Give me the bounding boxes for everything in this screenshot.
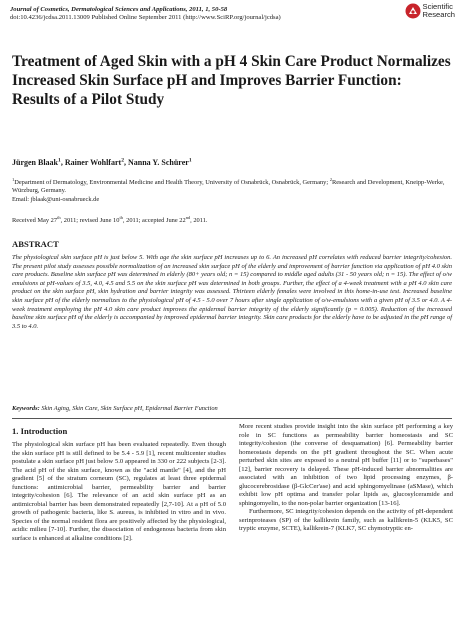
abstract-heading: ABSTRACT <box>12 239 59 249</box>
affiliation-text: Research and Development, Kneipp-Werke, Würzburg, Germany. <box>12 179 445 195</box>
right-column <box>239 423 453 534</box>
body-paragraph: More recent studies provide insight into the skin surface pH performing a key role in SC functions as permeability barrier homeostasis and SC integrity/cohesion (the converse of desquamation) [6]. Permeability barrier homeostasis depends on the pH gradient throughout the SC. When acute perturbed skin sites are exposed to a neutral pH buffer [11] or to "superbases" [12], barrier recovery is delayed. These pH-induced barrier abnormalities are associated with an inhibition of two lipid processing enzymes, β-glucocerebrosidase (β-GlcCer'ase) and acid sphingomyelinase (aSMase), which exhibit low pH optima and transfer polar lipids as, glucosylceramide and sphingomyelin, to the non-polar barrier organization [13-16]. <box>239 423 453 507</box>
paper-title: Treatment of Aged Skin with a pH 4 Skin Care Product Normalizes Increased Skin Surface pH and Improves Barrier Function: Results of a Pilot Study <box>12 53 451 108</box>
journal-name: Journal of Cosmetics, Dermatological Sciences and Applications <box>10 6 186 13</box>
logo-line-1: Scientific <box>422 2 453 11</box>
introduction-heading: 1. Introduction <box>12 426 68 436</box>
publisher-logo-text <box>423 3 456 19</box>
logo-line-2: Research <box>422 10 455 19</box>
journal-volume: , 2011, 1, 50-58 <box>185 6 228 13</box>
author-affil-marker: 1 <box>58 157 61 164</box>
journal-header <box>10 6 340 22</box>
author-affil-marker: 2 <box>121 157 124 164</box>
affil-marker: 1 <box>12 176 15 182</box>
revised-date: , 2011; revised June 10 <box>60 217 120 224</box>
left-column <box>12 441 226 543</box>
publisher-logo <box>405 3 456 19</box>
keywords <box>12 405 452 412</box>
body-paragraph: The physiological skin surface pH has been evaluated repeatedly. Even though the skin surface pH is still defined to be 5.4 - 5.9 [1], recent multicenter studies postulate a skin surface pH just below 5.0 appeared in 330 or 222 subjects [2-3]. The acid pH of the skin surface, known as the "acid mantle" [4], and the pH gradient [5] of the stratum corneum (SC), regulates at least three epidermal functions: antimicrobial barrier, permeability barrier and barrier integrity/cohesion [6]. The relevance of an acid skin surface pH as an antimicrobial barrier has been demonstrated repeatedly [2,7-10]. At a pH of 5.0 growth of pathogenic bacteria, like S. aureus, is inhibited in vitro and in vivo. Species of the normal resident flora are positively affected by the physiological, acidic milieu [7-10]. Further, the dissociation of endogenous bacteria from skin surface is enhanced at alkaline conditions [2]. <box>12 441 226 542</box>
abstract-text: The physiological skin surface pH is just below 5. With age the skin surface pH increases up to 6. An increased pH correlates with reduced barrier integrity/cohesion. The present pilot study assesses possible normalization of an increased skin surface pH of the elderly and improvement of barrier function via application of pH 4.0 skin care products. Baseline skin surface pH was determined in elderly (80+ years old; n = 15) compared to middle aged adults (31 - 50 years old; n = 15). The effect of o/w emulsions at pH-values of 3.5, 4.0, 4.5 and 5.5 on the skin surface pH was determined in both groups. Further, the effect of a 4-week treatment with a pH 4.0 skin care product on the skin surface pH, skin hydration and barrier integrity was assessed. Thirteen elderly females were involved in this home-in-use test. Increased baseline skin surface pH of the elderly normalizes to the physiological pH of 4.5 - 5.0 over 7 hours after single application of o/w-emulsions with a given pH of 3.5 or 4.0. A 4-week treatment employing the pH 4.0 skin care product improves the epidermal barrier integrity of the elderly significantly (p = 0.005). Reduction of the increased baseline skin surface pH of the elderly is accompanied by improved epidermal barrier integrity. Skin care products for the elderly have to be adjusted in the pH range of 3.5 to 4.0. <box>12 254 452 330</box>
author-name: Jürgen Blaak <box>12 158 59 167</box>
keywords-values: Skin Aging, Skin Care, Skin Surface pH, Epidermal Barrier Function <box>41 405 218 412</box>
date-suffix: th <box>119 214 123 220</box>
date-tail: , 2011. <box>190 217 208 224</box>
received-date: Received May 27 <box>12 217 58 224</box>
corresponding-email[interactable]: Email: jblaak@uni-osnabrueck.de <box>12 196 100 203</box>
doi-line[interactable]: doi:10.4236/jcdsa.2011.13009 Published Online September 2011 (http://www.SciRP.org/journal/jcdsa) <box>10 14 281 21</box>
affiliations <box>12 176 452 196</box>
date-suffix: th <box>57 214 61 220</box>
author-affil-marker: 1 <box>188 157 192 164</box>
date-suffix: nd <box>185 214 191 220</box>
author-list: Jürgen Blaak$^1$, Rainer Wohlfart$^2$, Nanna Y. Schürer$^1$ <box>12 157 192 167</box>
keywords-label: Keywords: <box>12 405 40 412</box>
journal-citation <box>10 6 340 14</box>
affil-marker: 2 <box>329 176 332 182</box>
author-name: Nanna Y. Schürer <box>127 158 189 167</box>
accepted-date: , 2011; accepted June 22 <box>122 217 186 224</box>
publisher-logo-icon <box>405 3 421 19</box>
author-name: Rainer Wohlfart <box>64 158 122 167</box>
section-divider <box>12 418 452 419</box>
received-dates <box>12 214 208 224</box>
affiliation-text: Department of Dermatology, Environmental Medicine and Health Theory, University of Osnabrück, Osnabrück, Germany; <box>14 179 330 186</box>
body-paragraph: Furthermore, SC integrity/cohesion depends on the activity of pH-dependent serinproteases (SP) of the kallikrein family, such as kallikrein-5 (KLK5, SC tryptic enzyme, SCTE), kallikrein-7 (KLK7, SC chymotryptic en- <box>239 508 453 532</box>
